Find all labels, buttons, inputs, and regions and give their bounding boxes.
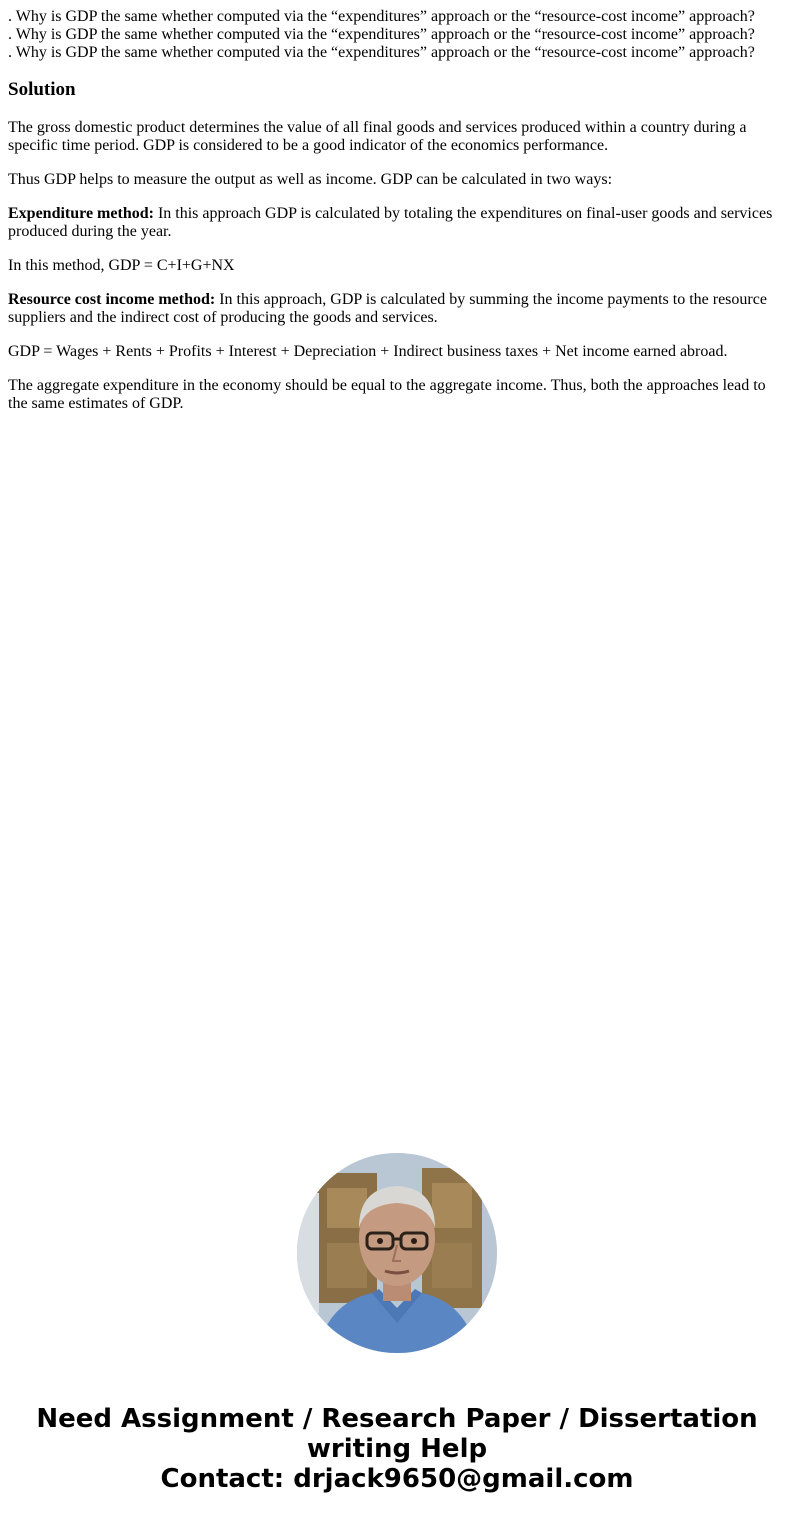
resource-method-paragraph <box>8 291 784 327</box>
solution-paragraph-intro: The gross domestic product determines the value of all final goods and services produced within a country during a specific time period. GDP is considered to be a good indicator of the economics performance. <box>8 119 747 154</box>
resource-method-text: In this approach, GDP is calculated by summing the income payments to the resource suppliers and the indirect cost of producing the goods and services. <box>8 291 767 326</box>
avatar <box>297 1153 497 1353</box>
resource-formula: GDP = Wages + Rents + Profits + Interest + Depreciation + Indirect business taxes + Net income earned abroad. <box>8 343 728 360</box>
expenditure-method-paragraph <box>8 205 784 241</box>
solution-paragraph-methods: Thus GDP helps to measure the output as well as income. GDP can be calculated in two ways: <box>8 171 613 188</box>
promo-banner <box>0 1404 794 1494</box>
question-line: . Why is GDP the same whether computed via the “expenditures” approach or the “resource-cost income” approach? <box>8 26 755 43</box>
question-line: . Why is GDP the same whether computed via the “expenditures” approach or the “resource-cost income” approach? <box>8 44 755 61</box>
document-body <box>8 8 784 429</box>
solution-heading: Solution <box>8 79 76 100</box>
promo-contact: Contact: drjack9650@gmail.com <box>160 1464 634 1494</box>
expenditure-method-label: Expenditure method: <box>8 205 154 222</box>
expenditure-method-text: In this approach GDP is calculated by totaling the expenditures on final-user goods and services produced during the year. <box>8 205 773 240</box>
promo-line-2: writing Help <box>306 1434 488 1464</box>
question-line: . Why is GDP the same whether computed via the “expenditures” approach or the “resource-cost income” approach? <box>8 8 755 25</box>
resource-method-label: Resource cost income method: <box>8 291 216 308</box>
expenditure-formula: In this method, GDP = C+I+G+NX <box>8 257 235 274</box>
conclusion-paragraph: The aggregate expenditure in the economy should be equal to the aggregate income. Thus, both the approaches lead to the same estimates of GDP. <box>8 377 766 412</box>
avatar-portrait-icon <box>297 1153 497 1353</box>
promo-line-1: Need Assignment / Research Paper / Dissertation <box>36 1404 758 1434</box>
